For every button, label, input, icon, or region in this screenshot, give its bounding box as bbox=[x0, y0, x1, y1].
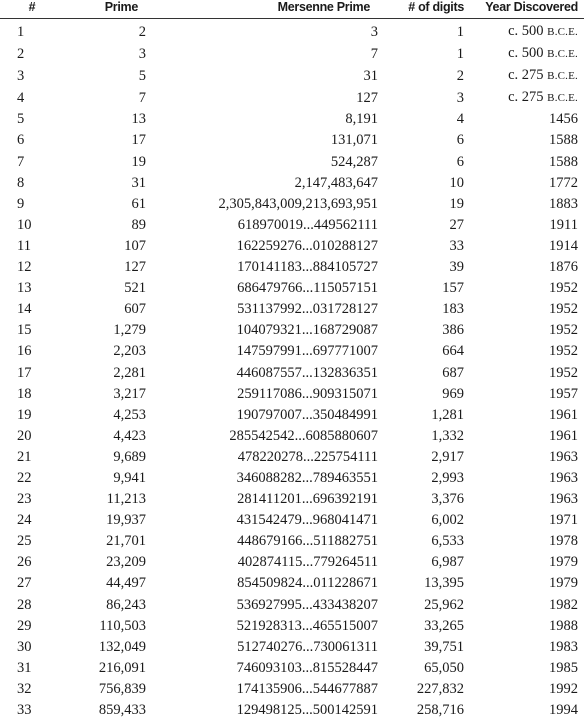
prime-cell: 3 bbox=[64, 43, 146, 65]
prime-cell: 31 bbox=[64, 173, 146, 194]
prime-cell: 19,937 bbox=[64, 510, 146, 531]
mersenne-prime-cell: 190797007...350484991 bbox=[146, 405, 378, 426]
digit-count-cell: 19 bbox=[378, 194, 464, 215]
year-discovered-cell: 1961 bbox=[464, 426, 584, 447]
digit-count-cell: 65,050 bbox=[378, 658, 464, 679]
year-discovered-cell: 1952 bbox=[464, 278, 584, 299]
row-index-label: 17 bbox=[17, 363, 41, 384]
year-discovered-cell: 1994 bbox=[464, 700, 584, 721]
prime-cell: 86,243 bbox=[64, 595, 146, 616]
mersenne-prime-cell: 259117086...909315071 bbox=[146, 384, 378, 405]
year-discovered-cell: 1978 bbox=[464, 531, 584, 552]
row-index-label: 7 bbox=[17, 152, 41, 173]
mersenne-prime-cell: 531137992...031728127 bbox=[146, 299, 378, 320]
row-index bbox=[0, 700, 64, 721]
table-row bbox=[0, 531, 584, 552]
row-index bbox=[0, 152, 64, 173]
table-row bbox=[0, 299, 584, 320]
mersenne-prime-cell: 3 bbox=[146, 19, 378, 44]
row-index-label: 21 bbox=[17, 447, 41, 468]
row-index-label: 1 bbox=[17, 22, 41, 43]
digit-count-cell: 10 bbox=[378, 173, 464, 194]
table-row bbox=[0, 405, 584, 426]
table-row bbox=[0, 215, 584, 236]
row-index-label: 11 bbox=[17, 236, 41, 257]
year-discovered-cell: 1588 bbox=[464, 130, 584, 151]
mersenne-prime-cell: 478220278...225754111 bbox=[146, 447, 378, 468]
table-row bbox=[0, 109, 584, 130]
table-row bbox=[0, 658, 584, 679]
table-row bbox=[0, 573, 584, 594]
prime-cell: 2,281 bbox=[64, 363, 146, 384]
row-index-label: 31 bbox=[17, 658, 41, 679]
year-discovered-cell: 1963 bbox=[464, 468, 584, 489]
row-index bbox=[0, 510, 64, 531]
table-row bbox=[0, 87, 584, 109]
prime-cell: 21,701 bbox=[64, 531, 146, 552]
year-discovered-cell: 1883 bbox=[464, 194, 584, 215]
mersenne-prime-cell: 536927995...433438207 bbox=[146, 595, 378, 616]
table-body bbox=[0, 19, 584, 721]
row-index bbox=[0, 257, 64, 278]
row-index-label: 3 bbox=[17, 66, 41, 87]
row-index-label: 22 bbox=[17, 468, 41, 489]
row-index-label: 19 bbox=[17, 405, 41, 426]
row-index-label: 30 bbox=[17, 637, 41, 658]
row-index bbox=[0, 679, 64, 700]
row-index-label: 28 bbox=[17, 595, 41, 616]
header-digits: # of digits bbox=[378, 0, 464, 19]
mersenne-prime-cell: 129498125...500142591 bbox=[146, 700, 378, 721]
digit-count-cell: 3,376 bbox=[378, 489, 464, 510]
row-index-label: 14 bbox=[17, 299, 41, 320]
year-discovered-cell: 1876 bbox=[464, 257, 584, 278]
year-discovered-cell: 1979 bbox=[464, 573, 584, 594]
table-row bbox=[0, 489, 584, 510]
digit-count-cell: 4 bbox=[378, 109, 464, 130]
digit-count-cell: 2 bbox=[378, 65, 464, 87]
row-index bbox=[0, 109, 64, 130]
mersenne-prime-cell: 8,191 bbox=[146, 109, 378, 130]
header-index: # bbox=[0, 0, 64, 19]
mersenne-prime-cell: 7 bbox=[146, 43, 378, 65]
digit-count-cell: 39 bbox=[378, 257, 464, 278]
row-index bbox=[0, 320, 64, 341]
table-row bbox=[0, 637, 584, 658]
prime-cell: 216,091 bbox=[64, 658, 146, 679]
year-discovered-cell: c. 500 B.C.E. bbox=[464, 19, 584, 44]
table-row bbox=[0, 679, 584, 700]
year-discovered-cell: 1952 bbox=[464, 299, 584, 320]
year-discovered-cell: 1952 bbox=[464, 341, 584, 362]
header-row bbox=[0, 0, 584, 19]
year-discovered-cell: 1971 bbox=[464, 510, 584, 531]
year-discovered-cell: 1979 bbox=[464, 552, 584, 573]
table-row bbox=[0, 278, 584, 299]
prime-cell: 44,497 bbox=[64, 573, 146, 594]
row-index bbox=[0, 363, 64, 384]
row-index bbox=[0, 130, 64, 151]
year-discovered-cell: 1961 bbox=[464, 405, 584, 426]
mersenne-prime-cell: 521928313...465515007 bbox=[146, 616, 378, 637]
prime-cell: 3,217 bbox=[64, 384, 146, 405]
year-discovered-cell: 1772 bbox=[464, 173, 584, 194]
row-index bbox=[0, 595, 64, 616]
row-index-label: 29 bbox=[17, 616, 41, 637]
row-index bbox=[0, 468, 64, 489]
mersenne-prime-cell: 446087557...132836351 bbox=[146, 363, 378, 384]
digit-count-cell: 13,395 bbox=[378, 573, 464, 594]
prime-cell: 756,839 bbox=[64, 679, 146, 700]
prime-cell: 61 bbox=[64, 194, 146, 215]
digit-count-cell: 3 bbox=[378, 87, 464, 109]
row-index bbox=[0, 447, 64, 468]
row-index bbox=[0, 341, 64, 362]
table-row bbox=[0, 43, 584, 65]
row-index bbox=[0, 637, 64, 658]
prime-cell: 521 bbox=[64, 278, 146, 299]
prime-cell: 132,049 bbox=[64, 637, 146, 658]
row-index bbox=[0, 278, 64, 299]
row-index-label: 32 bbox=[17, 679, 41, 700]
row-index bbox=[0, 489, 64, 510]
table-row bbox=[0, 152, 584, 173]
digit-count-cell: 6,533 bbox=[378, 531, 464, 552]
mersenne-prime-cell: 162259276...010288127 bbox=[146, 236, 378, 257]
year-discovered-cell: 1957 bbox=[464, 384, 584, 405]
digit-count-cell: 687 bbox=[378, 363, 464, 384]
row-index bbox=[0, 531, 64, 552]
row-index bbox=[0, 616, 64, 637]
prime-cell: 859,433 bbox=[64, 700, 146, 721]
digit-count-cell: 25,962 bbox=[378, 595, 464, 616]
prime-cell: 17 bbox=[64, 130, 146, 151]
prime-cell: 23,209 bbox=[64, 552, 146, 573]
mersenne-prime-cell: 104079321...168729087 bbox=[146, 320, 378, 341]
table-row bbox=[0, 65, 584, 87]
digit-count-cell: 6,002 bbox=[378, 510, 464, 531]
year-discovered-cell: 1985 bbox=[464, 658, 584, 679]
row-index-label: 15 bbox=[17, 320, 41, 341]
row-index-label: 18 bbox=[17, 384, 41, 405]
mersenne-prime-cell: 402874115...779264511 bbox=[146, 552, 378, 573]
digit-count-cell: 227,832 bbox=[378, 679, 464, 700]
prime-cell: 11,213 bbox=[64, 489, 146, 510]
table-row bbox=[0, 447, 584, 468]
table-row bbox=[0, 236, 584, 257]
digit-count-cell: 1,281 bbox=[378, 405, 464, 426]
row-index bbox=[0, 87, 64, 109]
row-index-label: 20 bbox=[17, 426, 41, 447]
mersenne-prime-cell: 131,071 bbox=[146, 130, 378, 151]
prime-cell: 13 bbox=[64, 109, 146, 130]
prime-cell: 607 bbox=[64, 299, 146, 320]
mersenne-prime-cell: 618970019...449562111 bbox=[146, 215, 378, 236]
digit-count-cell: 33,265 bbox=[378, 616, 464, 637]
table-row bbox=[0, 426, 584, 447]
mersenne-prime-cell: 147597991...697771007 bbox=[146, 341, 378, 362]
mersenne-prime-cell: 512740276...730061311 bbox=[146, 637, 378, 658]
row-index-label: 2 bbox=[17, 44, 41, 65]
year-discovered-cell: 1982 bbox=[464, 595, 584, 616]
row-index bbox=[0, 215, 64, 236]
row-index-label: 5 bbox=[17, 109, 41, 130]
table-row bbox=[0, 552, 584, 573]
year-discovered-cell: 1952 bbox=[464, 363, 584, 384]
row-index-label: 25 bbox=[17, 531, 41, 552]
year-discovered-cell: c. 275 B.C.E. bbox=[464, 65, 584, 87]
table-row bbox=[0, 595, 584, 616]
digit-count-cell: 6,987 bbox=[378, 552, 464, 573]
prime-cell: 107 bbox=[64, 236, 146, 257]
mersenne-prime-cell: 686479766...115057151 bbox=[146, 278, 378, 299]
year-discovered-cell: 1992 bbox=[464, 679, 584, 700]
header-year-discovered: Year Discovered bbox=[464, 0, 584, 19]
row-index-label: 27 bbox=[17, 573, 41, 594]
digit-count-cell: 1 bbox=[378, 19, 464, 44]
row-index bbox=[0, 299, 64, 320]
table-row bbox=[0, 616, 584, 637]
row-index bbox=[0, 236, 64, 257]
row-index-label: 8 bbox=[17, 173, 41, 194]
row-index-label: 24 bbox=[17, 510, 41, 531]
digit-count-cell: 664 bbox=[378, 341, 464, 362]
mersenne-prime-cell: 31 bbox=[146, 65, 378, 87]
year-discovered-cell: 1914 bbox=[464, 236, 584, 257]
prime-cell: 9,689 bbox=[64, 447, 146, 468]
year-discovered-cell: 1911 bbox=[464, 215, 584, 236]
digit-count-cell: 6 bbox=[378, 130, 464, 151]
prime-cell: 110,503 bbox=[64, 616, 146, 637]
digit-count-cell: 969 bbox=[378, 384, 464, 405]
mersenne-prime-cell: 746093103...815528447 bbox=[146, 658, 378, 679]
row-index-label: 26 bbox=[17, 552, 41, 573]
digit-count-cell: 157 bbox=[378, 278, 464, 299]
digit-count-cell: 183 bbox=[378, 299, 464, 320]
digit-count-cell: 39,751 bbox=[378, 637, 464, 658]
table-row bbox=[0, 173, 584, 194]
year-discovered-cell: c. 275 B.C.E. bbox=[464, 87, 584, 109]
digit-count-cell: 2,993 bbox=[378, 468, 464, 489]
header-mersenne-prime: Mersenne Prime bbox=[146, 0, 378, 19]
prime-cell: 89 bbox=[64, 215, 146, 236]
row-index-label: 13 bbox=[17, 278, 41, 299]
year-discovered-cell: 1983 bbox=[464, 637, 584, 658]
mersenne-prime-cell: 170141183...884105727 bbox=[146, 257, 378, 278]
table-row bbox=[0, 700, 584, 721]
row-index-label: 33 bbox=[17, 700, 41, 721]
prime-cell: 19 bbox=[64, 152, 146, 173]
row-index bbox=[0, 19, 64, 44]
digit-count-cell: 258,716 bbox=[378, 700, 464, 721]
mersenne-prime-cell: 127 bbox=[146, 87, 378, 109]
row-index bbox=[0, 194, 64, 215]
digit-count-cell: 1,332 bbox=[378, 426, 464, 447]
digit-count-cell: 386 bbox=[378, 320, 464, 341]
prime-cell: 4,253 bbox=[64, 405, 146, 426]
row-index-label: 4 bbox=[17, 88, 41, 109]
mersenne-prime-cell: 524,287 bbox=[146, 152, 378, 173]
year-discovered-cell: 1588 bbox=[464, 152, 584, 173]
row-index bbox=[0, 552, 64, 573]
prime-cell: 1,279 bbox=[64, 320, 146, 341]
row-index-label: 23 bbox=[17, 489, 41, 510]
row-index bbox=[0, 658, 64, 679]
row-index-label: 6 bbox=[17, 130, 41, 151]
mersenne-prime-cell: 431542479...968041471 bbox=[146, 510, 378, 531]
year-discovered-cell: 1963 bbox=[464, 489, 584, 510]
row-index bbox=[0, 43, 64, 65]
table-row bbox=[0, 19, 584, 44]
table-row bbox=[0, 194, 584, 215]
digit-count-cell: 6 bbox=[378, 152, 464, 173]
mersenne-prime-cell: 448679166...511882751 bbox=[146, 531, 378, 552]
prime-cell: 127 bbox=[64, 257, 146, 278]
prime-cell: 4,423 bbox=[64, 426, 146, 447]
mersenne-prime-cell: 854509824...011228671 bbox=[146, 573, 378, 594]
mersenne-prime-cell: 2,147,483,647 bbox=[146, 173, 378, 194]
table-row bbox=[0, 510, 584, 531]
prime-cell: 2 bbox=[64, 19, 146, 44]
prime-cell: 9,941 bbox=[64, 468, 146, 489]
row-index bbox=[0, 573, 64, 594]
table-row bbox=[0, 363, 584, 384]
header-prime: Prime bbox=[64, 0, 146, 19]
mersenne-prime-cell: 2,305,843,009,213,693,951 bbox=[146, 194, 378, 215]
prime-cell: 2,203 bbox=[64, 341, 146, 362]
row-index-label: 16 bbox=[17, 341, 41, 362]
table-row bbox=[0, 257, 584, 278]
year-discovered-cell: 1988 bbox=[464, 616, 584, 637]
prime-cell: 7 bbox=[64, 87, 146, 109]
row-index bbox=[0, 384, 64, 405]
mersenne-prime-cell: 285542542...6085880607 bbox=[146, 426, 378, 447]
row-index bbox=[0, 405, 64, 426]
prime-cell: 5 bbox=[64, 65, 146, 87]
mersenne-prime-cell: 281411201...696392191 bbox=[146, 489, 378, 510]
table-row bbox=[0, 130, 584, 151]
row-index bbox=[0, 426, 64, 447]
table-row bbox=[0, 468, 584, 489]
row-index bbox=[0, 173, 64, 194]
year-discovered-cell: 1963 bbox=[464, 447, 584, 468]
row-index bbox=[0, 65, 64, 87]
year-discovered-cell: c. 500 B.C.E. bbox=[464, 43, 584, 65]
row-index-label: 9 bbox=[17, 194, 41, 215]
digit-count-cell: 2,917 bbox=[378, 447, 464, 468]
digit-count-cell: 27 bbox=[378, 215, 464, 236]
digit-count-cell: 1 bbox=[378, 43, 464, 65]
row-index-label: 10 bbox=[17, 215, 41, 236]
mersenne-prime-cell: 346088282...789463551 bbox=[146, 468, 378, 489]
table-row bbox=[0, 341, 584, 362]
digit-count-cell: 33 bbox=[378, 236, 464, 257]
row-index-label: 12 bbox=[17, 257, 41, 278]
table-row bbox=[0, 320, 584, 341]
year-discovered-cell: 1456 bbox=[464, 109, 584, 130]
table-header bbox=[0, 0, 584, 19]
mersenne-prime-cell: 174135906...544677887 bbox=[146, 679, 378, 700]
year-discovered-cell: 1952 bbox=[464, 320, 584, 341]
table-row bbox=[0, 384, 584, 405]
